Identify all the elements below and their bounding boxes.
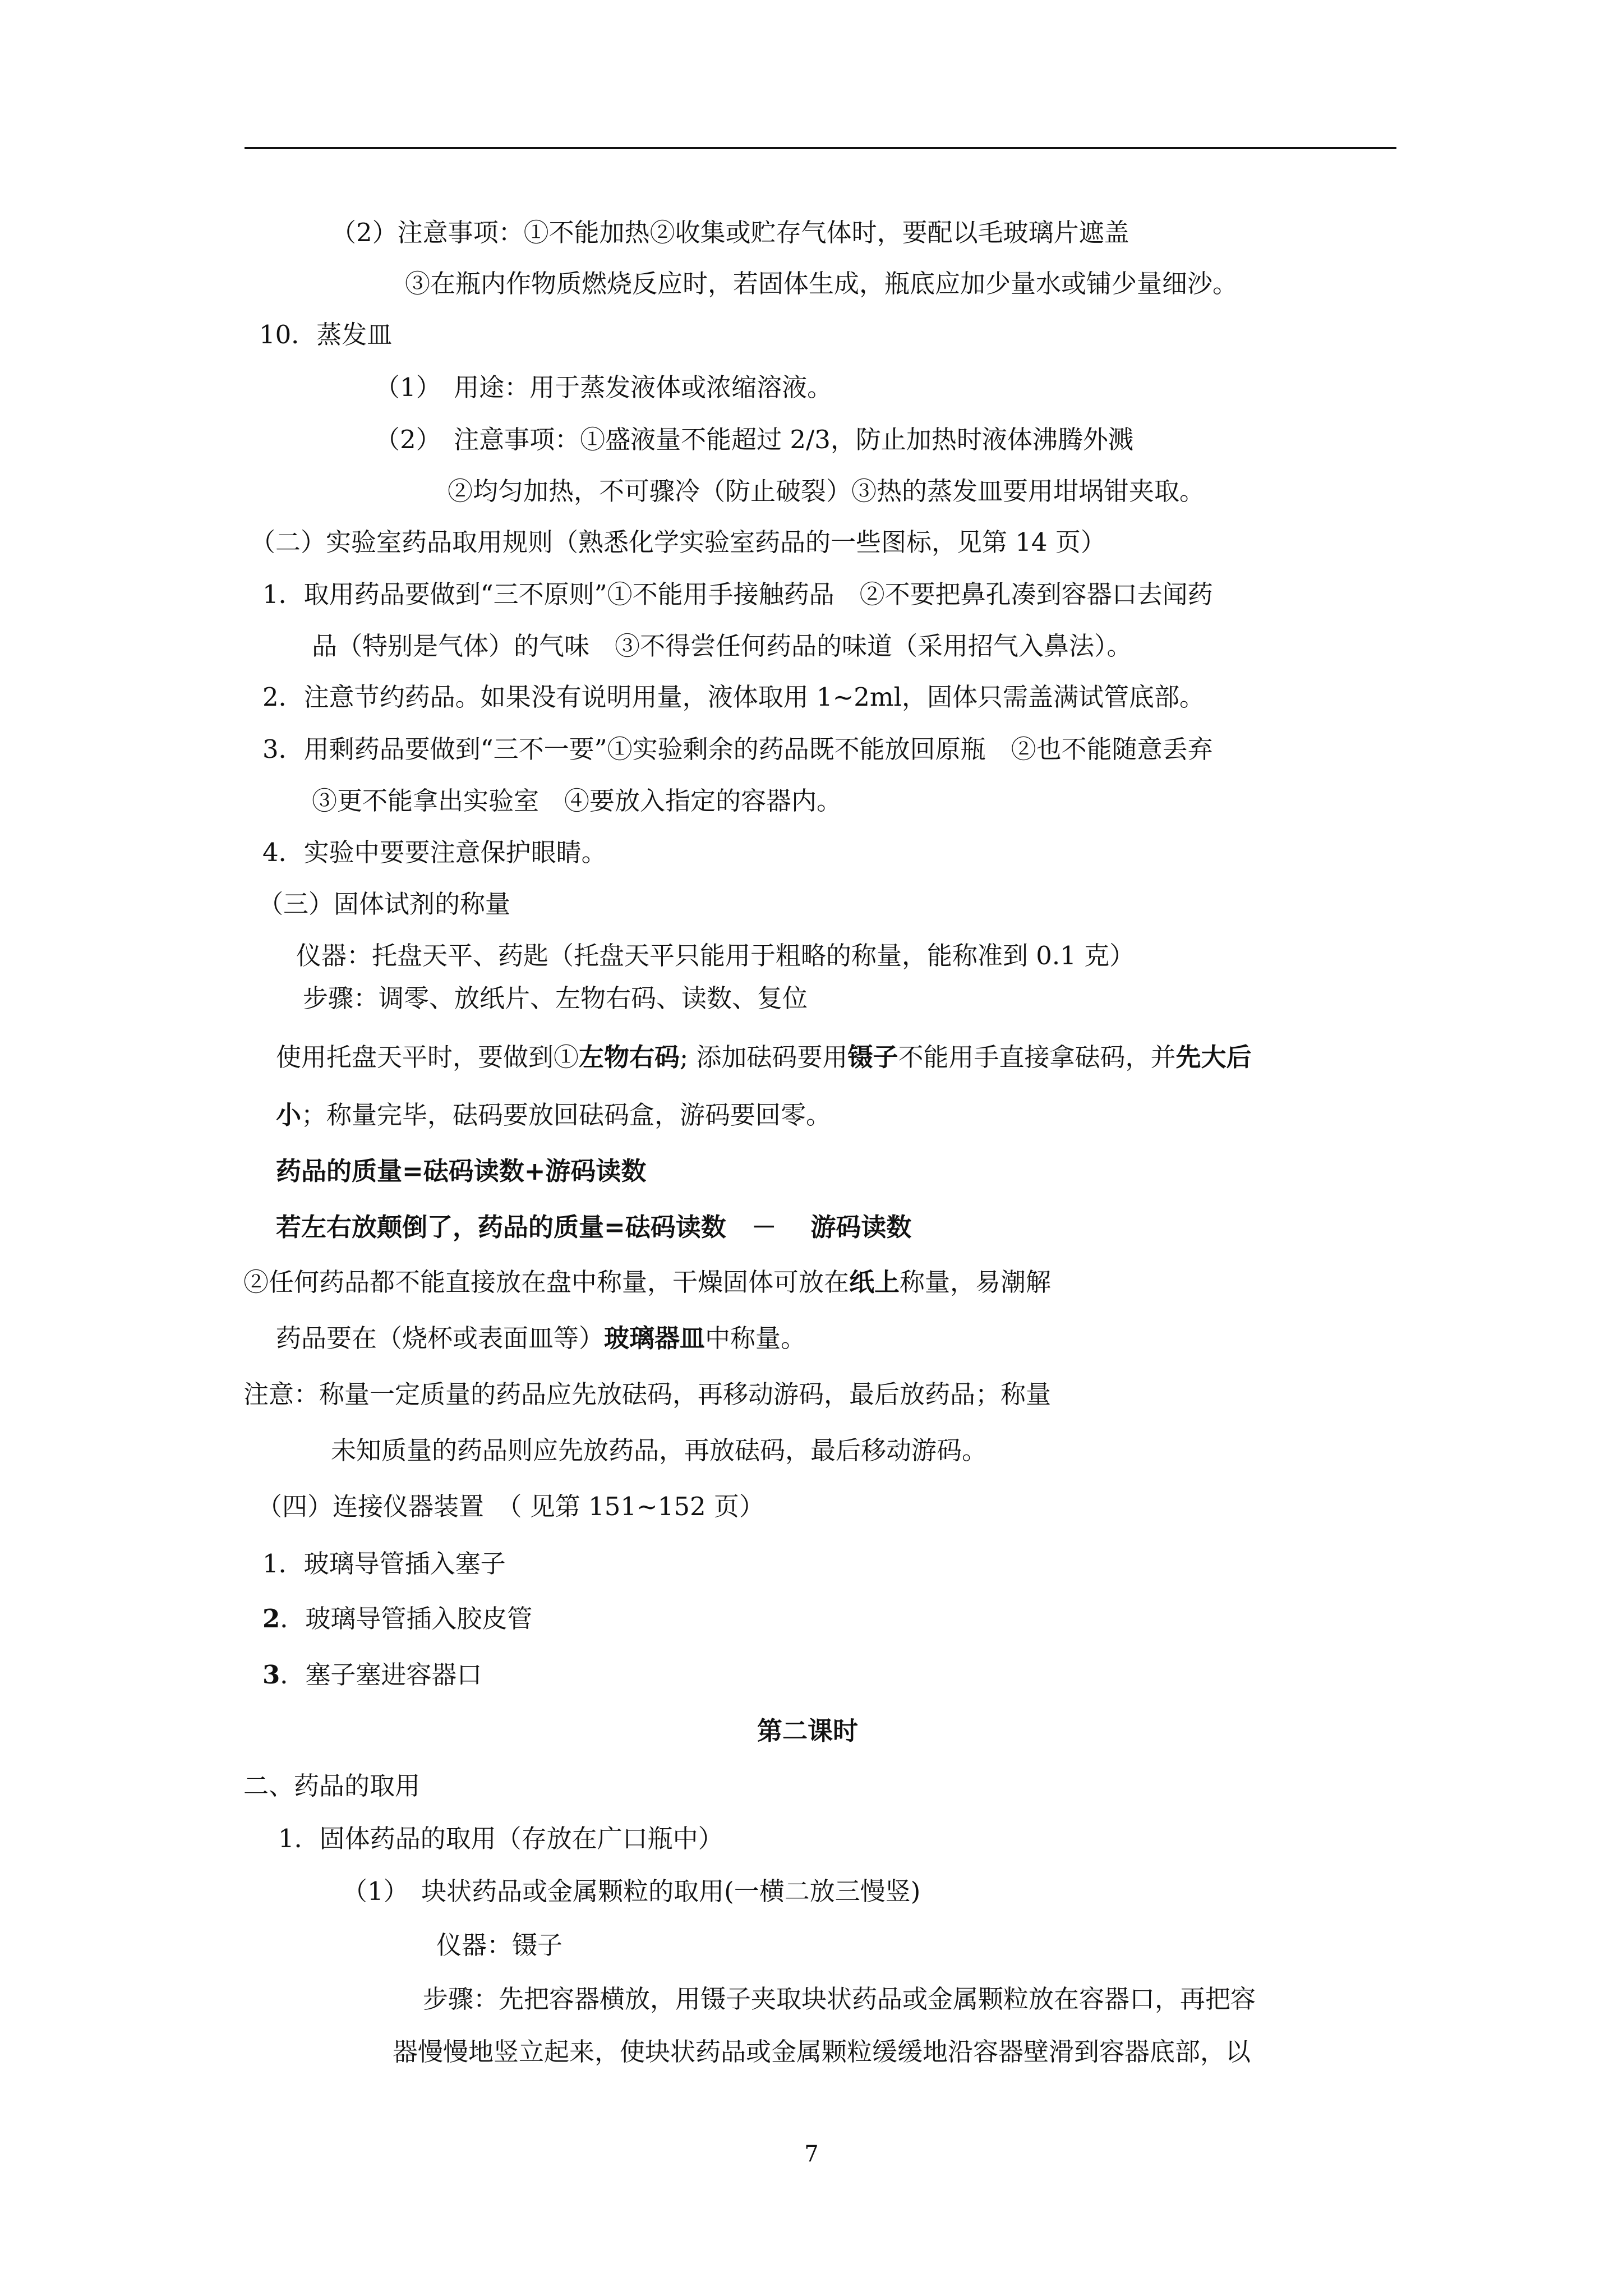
text-line <box>296 939 1135 973</box>
text-run: 10．蒸发皿 <box>259 320 393 349</box>
text-run: （四）连接仪器装置 （ 见第 151~152 页） <box>257 1492 764 1521</box>
bold-text: 3 <box>262 1660 280 1690</box>
text-line <box>262 578 1213 611</box>
text-line <box>243 1378 1051 1411</box>
text-line <box>276 1154 646 1188</box>
text-line <box>331 1434 987 1467</box>
text-line <box>436 1929 562 1962</box>
text-run: 仪器：镊子 <box>436 1930 563 1960</box>
text-run: ③更不能拿出实验室 ④要放入指定的容器内。 <box>312 786 842 816</box>
text-run: 1．玻璃导管插入塞子 <box>262 1549 506 1579</box>
text-line <box>276 1098 831 1132</box>
bold-text: 药品的质量=砝码读数+游码读数 <box>276 1156 647 1186</box>
header-rule <box>245 147 1396 149</box>
text-line <box>312 784 842 818</box>
text-line <box>262 1547 506 1581</box>
text-line <box>757 1714 858 1748</box>
text-run: 3．用剩药品要做到“三不一要”①实验剩余的药品既不能放回原瓶 ②也不能随意丢弃 <box>262 734 1213 764</box>
text-line <box>276 1322 806 1355</box>
text-line <box>262 733 1213 766</box>
text-run: ．塞子塞进容器口 <box>280 1660 482 1690</box>
bold-text: 镊子 <box>847 1042 898 1072</box>
text-line <box>257 1490 764 1524</box>
bold-text: 若左右放颠倒了，药品的质量=砝码读数 － 游码读数 <box>276 1212 912 1242</box>
text-line <box>250 526 1106 559</box>
bold-text: 第二课时 <box>757 1716 859 1746</box>
text-run: ②任何药品都不能直接放在盘中称量，干燥固体可放在 <box>243 1267 850 1297</box>
text-run: 1．固体药品的取用（存放在广口瓶中） <box>278 1824 723 1853</box>
text-line <box>276 1041 1252 1074</box>
text-line <box>243 1266 1051 1299</box>
text-run: 二、药品的取用 <box>243 1771 421 1801</box>
text-run: 2．注意节约药品。如果没有说明用量，液体取用 1~2ml，固体只需盖满试管底部。 <box>262 682 1205 712</box>
text-run: 步骤：调零、放纸片、左物右码、读数、复位 <box>303 983 808 1013</box>
text-line <box>405 267 1238 301</box>
text-line <box>259 318 392 352</box>
text-line <box>312 629 1132 663</box>
text-run: （1） 块状药品或金属颗粒的取用(一横二放三慢竖) <box>342 1876 921 1906</box>
text-run: 器慢慢地竖立起来，使块状药品或金属颗粒缓缓地沿容器壁滑到容器底部，以 <box>393 2037 1251 2067</box>
text-run: 4．实验中要要注意保护眼睛。 <box>262 838 607 867</box>
text-line <box>375 423 1133 457</box>
text-line <box>243 1769 420 1803</box>
text-run: 不能用手直接拿砝码，并 <box>898 1042 1176 1072</box>
text-line <box>393 2035 1251 2069</box>
text-run: 步骤：先把容器横放，用镊子夹取块状药品或金属颗粒放在容器口，再把容 <box>423 1984 1256 2014</box>
text-run: （2） 注意事项：①盛液量不能超过 2/3，防止加热时液体沸腾外溅 <box>375 425 1133 454</box>
bold-text: 先大后 <box>1175 1042 1252 1072</box>
text-run: （1） 用途：用于蒸发液体或浓缩溶液。 <box>375 372 833 402</box>
text-line <box>375 371 832 404</box>
bold-text: 2 <box>262 1604 280 1634</box>
text-line <box>303 982 808 1015</box>
text-line <box>423 1982 1256 2016</box>
text-line <box>262 1602 532 1636</box>
bold-text: 小 <box>276 1100 302 1130</box>
text-run: （2）注意事项：①不能加热②收集或贮存气体时，要配以毛玻璃片遮盖 <box>331 218 1129 247</box>
text-run: 使用托盘天平时，要做到① <box>276 1042 579 1072</box>
text-run: （二）实验室药品取用规则（熟悉化学实验室药品的一些图标，见第 14 页） <box>250 527 1106 557</box>
text-line <box>448 475 1205 508</box>
text-run: ③在瓶内作物质燃烧反应时，若固体生成，瓶底应加少量水或铺少量细沙。 <box>405 269 1238 298</box>
text-run: （三）固体试剂的称量 <box>258 889 511 919</box>
bold-text: 玻璃器皿 <box>604 1323 706 1353</box>
text-run: 1．取用药品要做到“三不原则”①不能用手接触药品 ②不要把鼻孔凑到容器口去闻药 <box>262 579 1213 609</box>
text-run: 仪器：托盘天平、药匙（托盘天平只能用于粗略的称量，能称准到 0.1 克） <box>296 941 1135 970</box>
text-run: 未知质量的药品则应先放药品，再放砝码，最后移动游码。 <box>331 1435 988 1465</box>
text-run: 品（特别是气体）的气味 ③不得尝任何药品的味道（采用招气入鼻法）。 <box>312 631 1132 661</box>
text-run: 称量，易潮解 <box>900 1267 1052 1297</box>
text-line <box>278 1822 723 1856</box>
text-line <box>258 887 510 921</box>
text-run: ; 添加砝码要用 <box>680 1042 848 1072</box>
text-line <box>262 1658 482 1692</box>
page-number: 7 <box>804 2141 819 2167</box>
text-run: ．玻璃导管插入胶皮管 <box>280 1604 533 1634</box>
text-run: ；称量完毕，砝码要放回砝码盒，游码要回零。 <box>301 1100 832 1130</box>
text-line <box>262 680 1205 714</box>
text-line <box>262 836 607 869</box>
text-run: 中称量。 <box>705 1323 806 1353</box>
text-line <box>276 1211 911 1244</box>
text-run: 注意：称量一定质量的药品应先放砝码，再移动游码，最后放药品；称量 <box>243 1379 1052 1409</box>
text-run: ②均匀加热，不可骤冷（防止破裂）③热的蒸发皿要用坩埚钳夹取。 <box>448 476 1205 506</box>
text-line <box>331 216 1129 250</box>
bold-text: 左物右码 <box>579 1042 680 1072</box>
text-line <box>342 1875 920 1908</box>
text-run: 药品要在（烧杯或表面皿等） <box>276 1323 605 1353</box>
bold-text: 纸上 <box>849 1267 900 1297</box>
